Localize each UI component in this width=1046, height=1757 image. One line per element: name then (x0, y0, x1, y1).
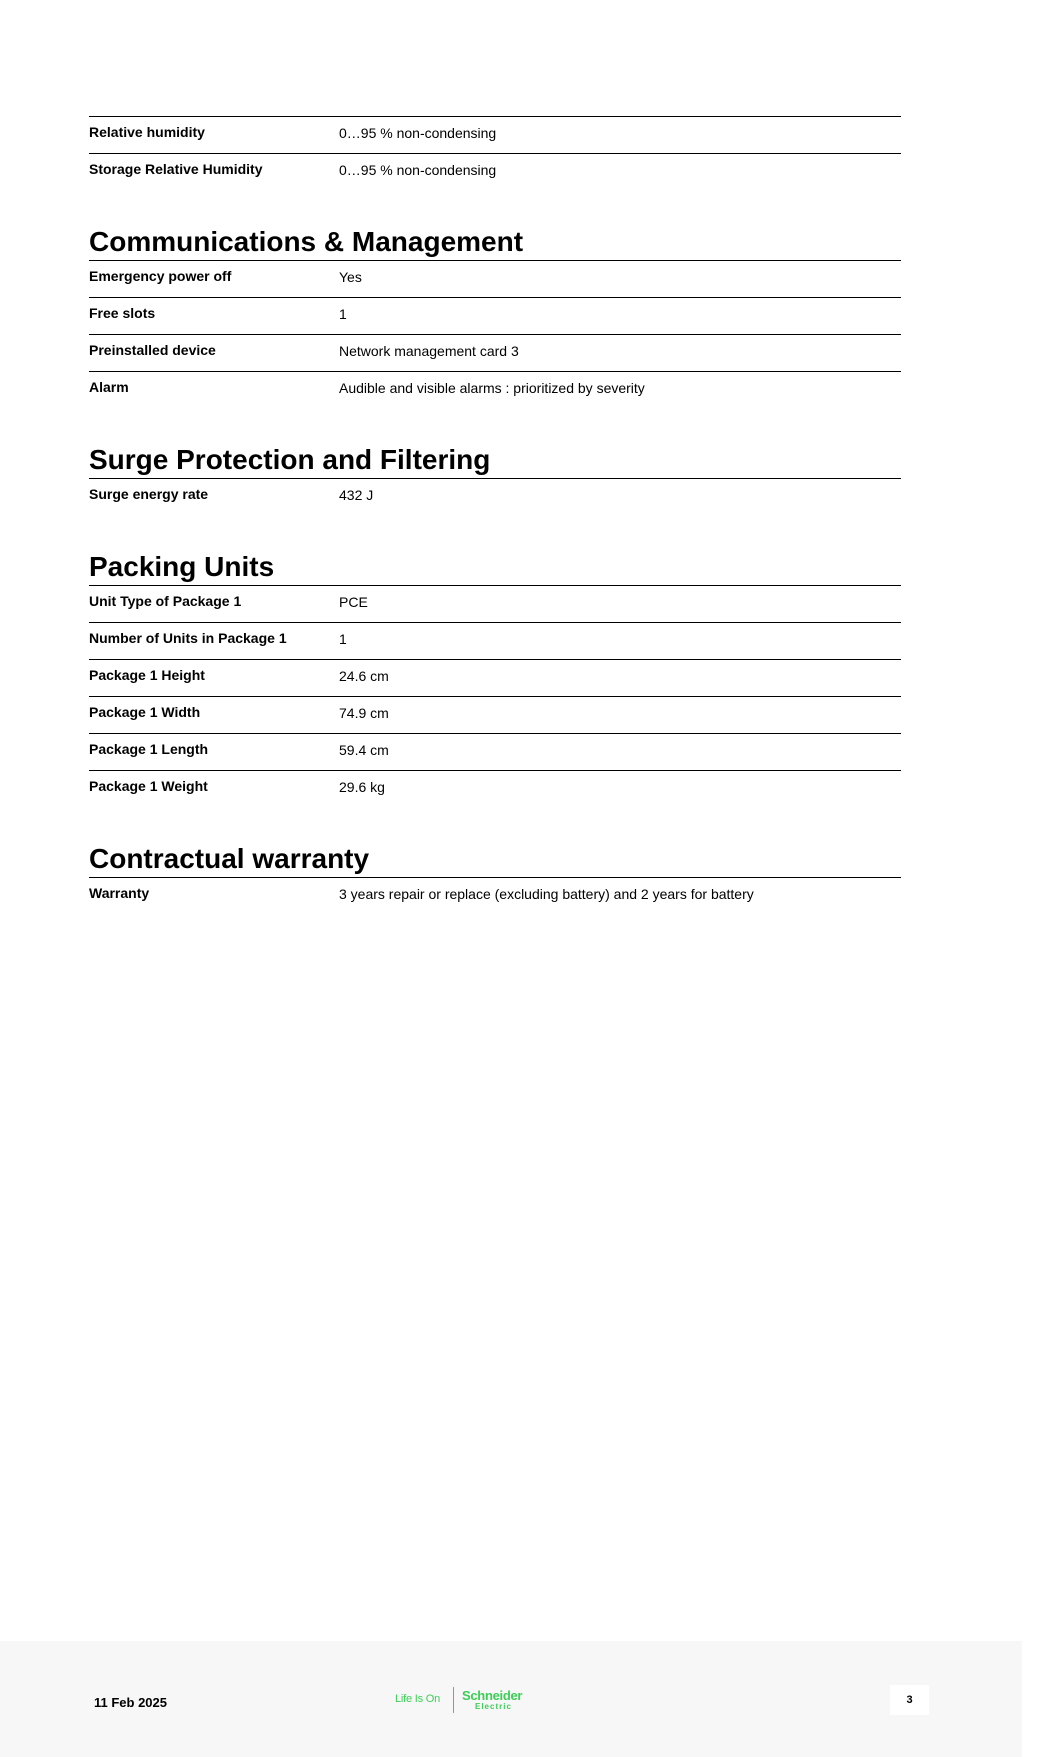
top-spec-table (89, 116, 901, 190)
spec-label: Number of Units in Package 1 (89, 630, 287, 646)
section-contractual-warranty (89, 843, 901, 914)
logo-divider (453, 1687, 454, 1713)
logo-brand: Schneider (462, 1688, 523, 1703)
spec-row (89, 770, 901, 807)
spec-label: Preinstalled device (89, 342, 216, 358)
spec-label: Free slots (89, 305, 156, 321)
spec-value: 74.9 cm (339, 705, 389, 721)
spec-label: Package 1 Weight (89, 778, 208, 794)
spec-value: 0…95 % non-condensing (339, 125, 497, 141)
spec-value: 59.4 cm (339, 742, 389, 758)
spec-value: 1 (339, 631, 347, 647)
section-surge-protection (89, 444, 901, 515)
section-title: Packing Units (89, 551, 275, 582)
schneider-electric-logo (395, 1685, 535, 1713)
section-title: Communications & Management (89, 226, 524, 257)
section-packing-units (89, 551, 901, 807)
spec-row (89, 696, 901, 733)
spec-content (89, 116, 901, 914)
section-title: Contractual warranty (89, 843, 370, 874)
footer-date: 11 Feb 2025 (94, 1695, 167, 1710)
spec-value: 3 years repair or replace (excluding battery) and 2 years for battery (339, 886, 754, 902)
spec-label: Surge energy rate (89, 486, 209, 502)
spec-value: 432 J (339, 487, 374, 503)
spec-row (89, 371, 901, 408)
spec-label: Emergency power off (89, 268, 232, 284)
spec-row (89, 260, 901, 297)
spec-row (89, 478, 901, 515)
logo-brand-sub: Electric (475, 1702, 512, 1711)
logo-tagline: Life Is On (395, 1693, 441, 1705)
spec-value: 24.6 cm (339, 668, 389, 684)
spec-value: Audible and visible alarms : prioritized by severity (339, 380, 645, 396)
spec-value: Network management card 3 (339, 343, 519, 359)
spec-label: Unit Type of Package 1 (89, 593, 242, 609)
spec-row (89, 659, 901, 696)
spec-label: Warranty (89, 885, 150, 901)
spec-row (89, 877, 901, 914)
spec-row (89, 116, 901, 153)
spec-label: Storage Relative Humidity (89, 161, 263, 177)
section-communications-management (89, 226, 901, 408)
spec-row (89, 153, 901, 190)
spec-value: Yes (339, 269, 362, 285)
spec-value: 1 (339, 306, 347, 322)
page-footer (0, 1641, 1022, 1757)
spec-row (89, 622, 901, 659)
spec-label: Package 1 Length (89, 741, 209, 757)
spec-label: Relative humidity (89, 124, 205, 140)
spec-value: PCE (339, 594, 368, 610)
spec-value: 29.6 kg (339, 779, 385, 795)
spec-label: Alarm (89, 379, 129, 395)
spec-row (89, 297, 901, 334)
section-title: Surge Protection and Filtering (89, 444, 491, 475)
page-number: 3 (890, 1685, 929, 1715)
spec-row (89, 733, 901, 770)
spec-row (89, 585, 901, 622)
spec-value: 0…95 % non-condensing (339, 162, 497, 178)
spec-label: Package 1 Height (89, 667, 205, 683)
spec-row (89, 334, 901, 371)
spec-label: Package 1 Width (89, 704, 201, 720)
